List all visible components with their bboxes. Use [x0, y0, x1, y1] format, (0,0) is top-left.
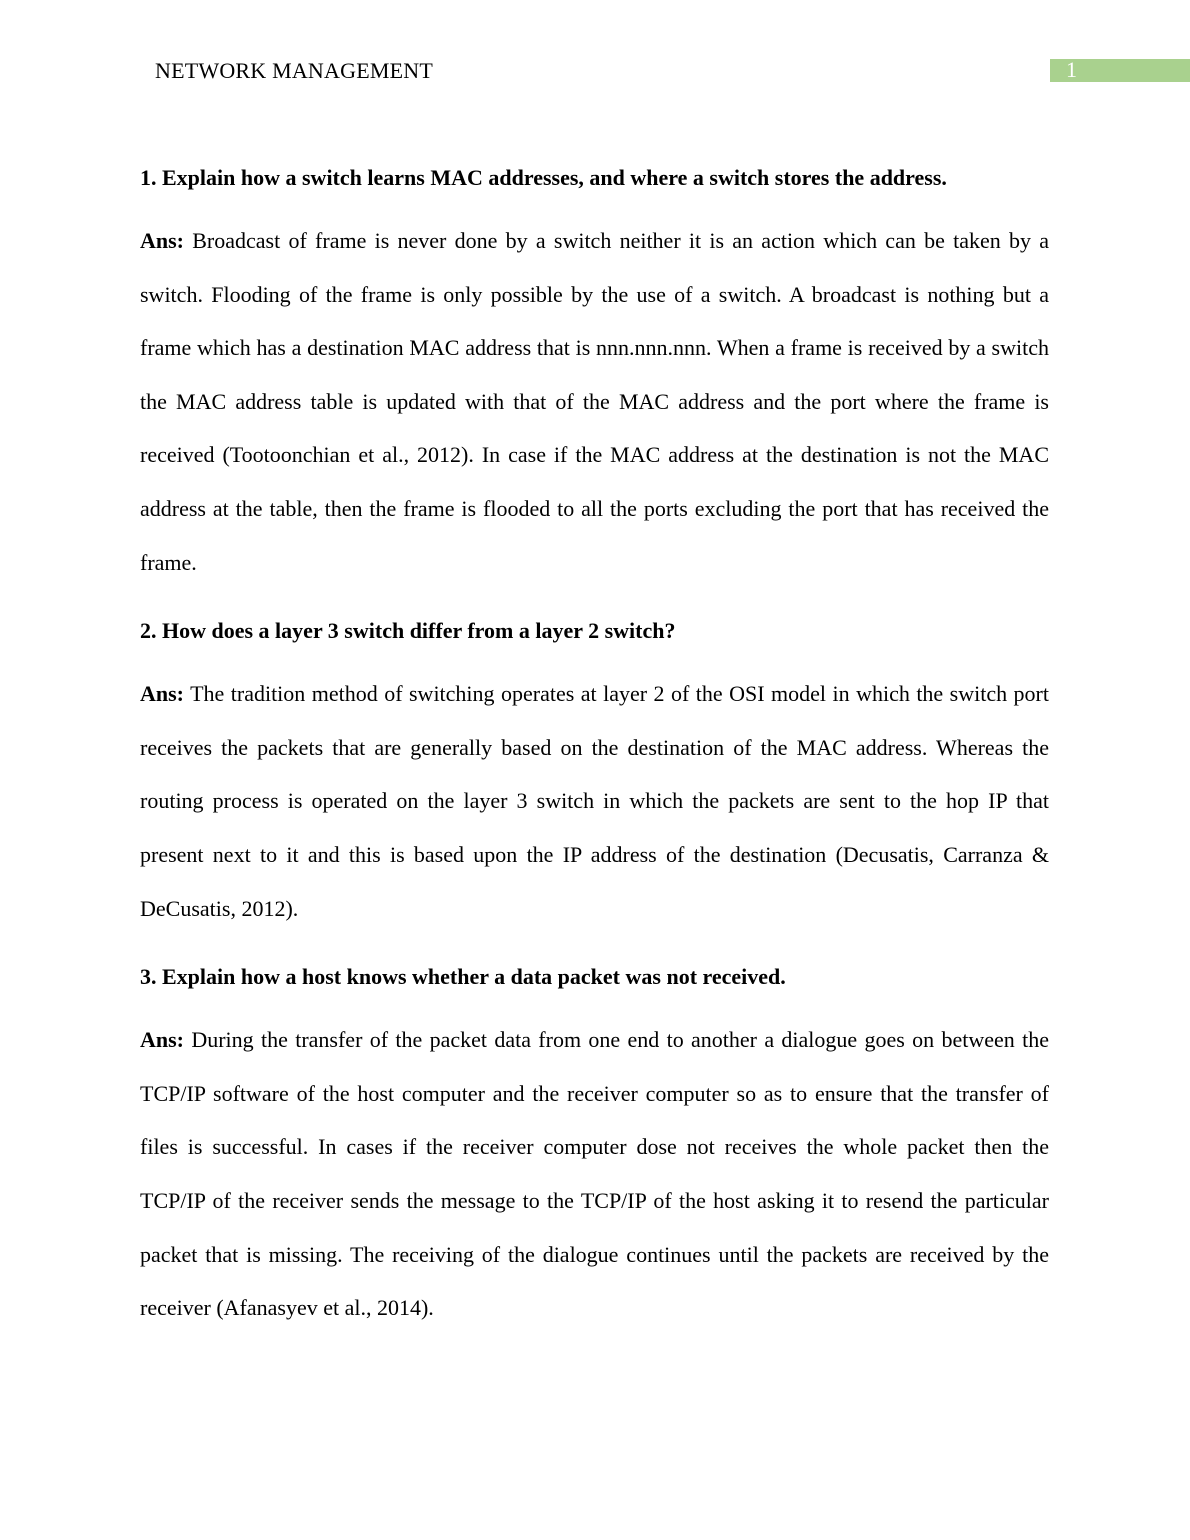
- qa-section-3: [140, 959, 1049, 1335]
- answer-paragraph: [140, 214, 1049, 589]
- question-heading: 2. How does a layer 3 switch differ from a layer 2 switch?: [140, 618, 676, 644]
- question-heading: 1. Explain how a switch learns MAC addresses, and where a switch stores the address.: [140, 165, 947, 190]
- answer-label: Ans:: [140, 681, 185, 707]
- qa-section-2: [140, 613, 1049, 935]
- question-heading: 3. Explain how a host knows whether a data packet was not received.: [140, 964, 786, 990]
- answer-text: The tradition method of switching operates at layer 2 of the OSI model in which the switch port receives the packets that are generally based on the destination of the MAC address. Whereas the routing process is operated on the layer 3 switch in which the packets are sent to the hop IP that present next to it and this is based upon the IP address of the destination (Decusatis, Carranza & DeCusatis, 2012).: [140, 681, 1049, 921]
- page-number: 1: [1066, 57, 1077, 82]
- answer-paragraph: [140, 667, 1049, 935]
- answer-label: Ans:: [140, 228, 185, 253]
- answer-text: During the transfer of the packet data from one end to another a dialogue goes on between the TCP/IP software of the host computer and the receiver computer so as to ensure that the transfer of files is successful. In cases if the receiver computer dose not receives the whole packet then the TCP/IP of the receiver sends the message to the TCP/IP of the host asking it to resend the particular packet that is missing. The receiving of the dialogue continues until the packets are received by the receiver (Afanasyev et al., 2014).: [140, 1027, 1049, 1321]
- document-body: [140, 160, 1049, 1335]
- running-head-title: NETWORK MANAGEMENT: [155, 58, 433, 83]
- page-number-badge: [1050, 59, 1190, 82]
- qa-section-1: [140, 160, 1049, 589]
- answer-text: Broadcast of frame is never done by a switch neither it is an action which can be taken by a switch. Flooding of the frame is only possible by the use of a switch. A broadcast is nothing but a frame which has a destination MAC address that is nnn.nnn.nnn. When a frame is received by a switch the MAC address table is updated with that of the MAC address and the port where the frame is received (Tootoonchian et al., 2012). In case if the MAC address at the destination is not the MAC address at the table, then the frame is flooded to all the ports excluding the port that has received the frame.: [140, 228, 1049, 575]
- answer-paragraph: [140, 1013, 1049, 1335]
- answer-label: Ans:: [140, 1027, 185, 1053]
